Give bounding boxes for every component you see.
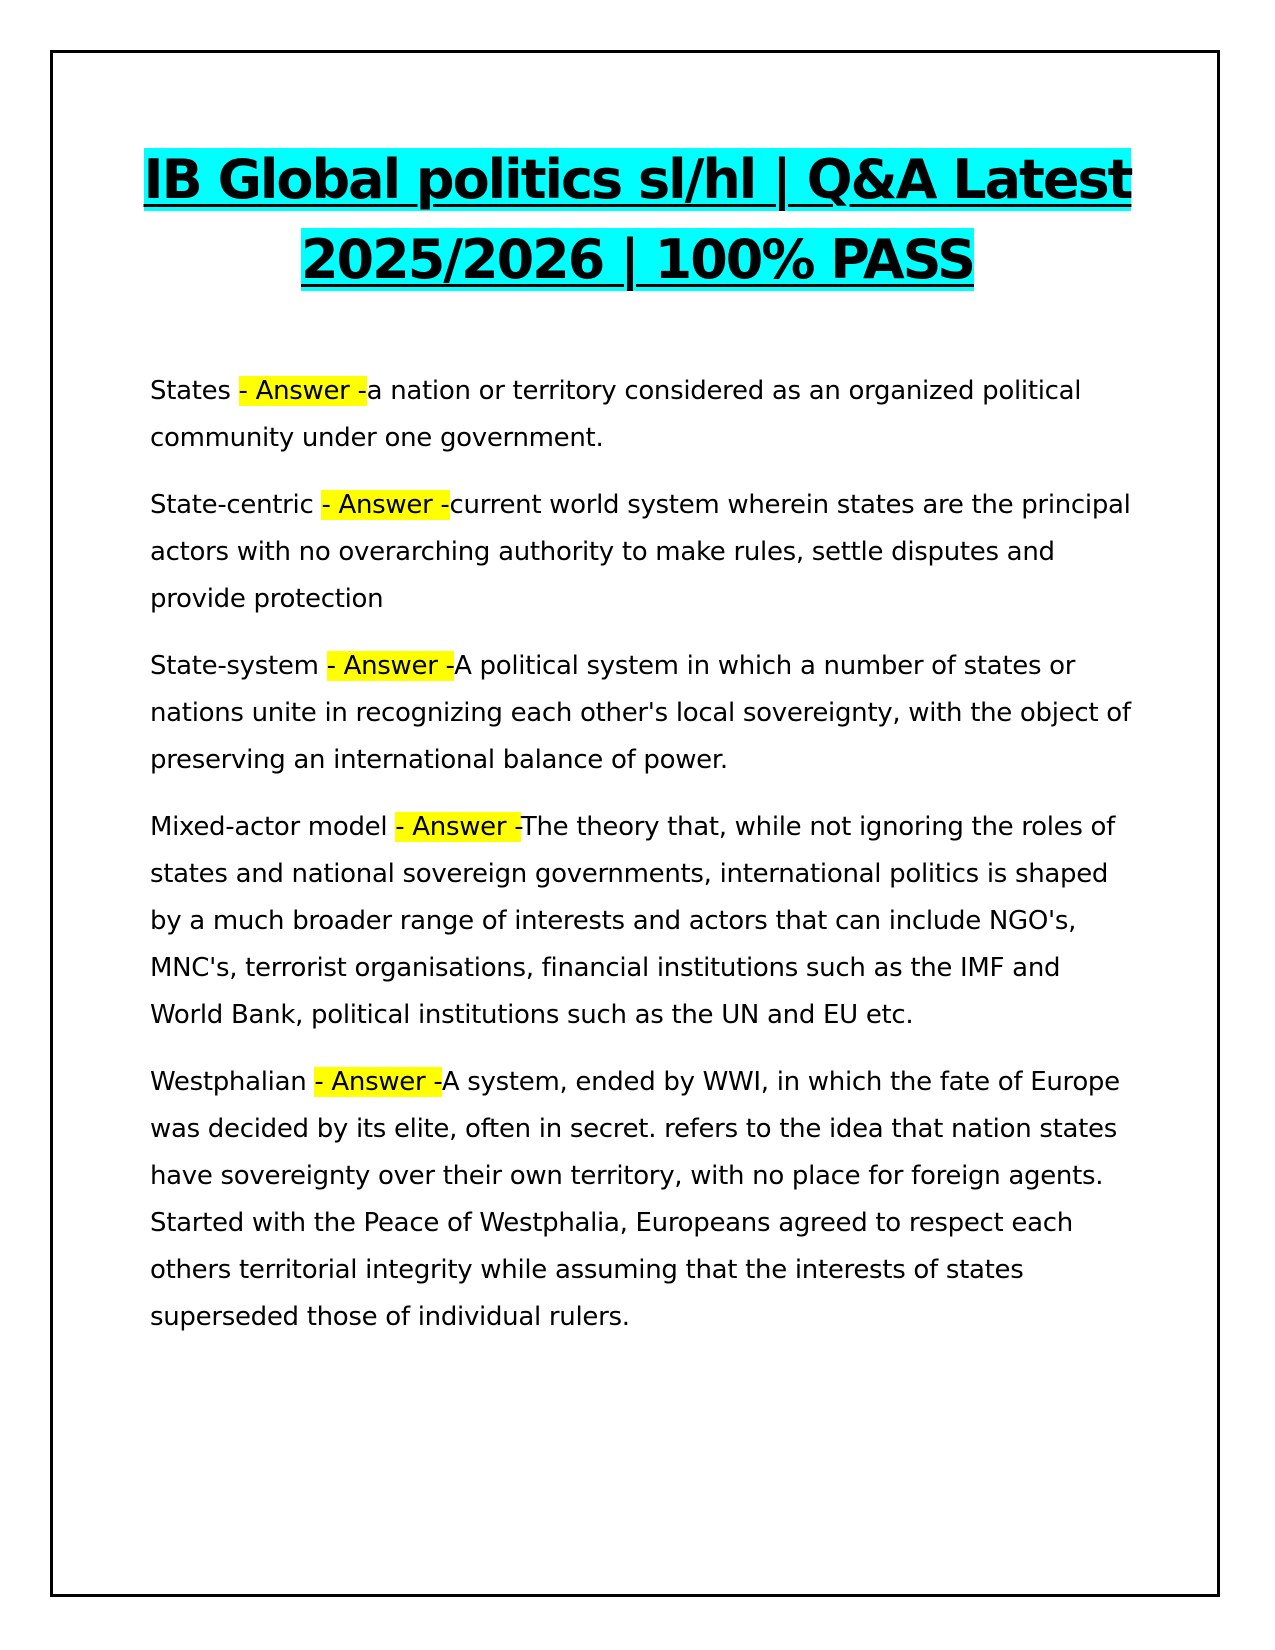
qa-list	[150, 368, 1140, 1361]
qa-definition: current world system wherein states are the principal actors with no overarching authority to make rules, settle disputes and provide protection	[150, 490, 1131, 614]
qa-item-states	[150, 368, 1140, 462]
qa-term: States	[150, 376, 239, 406]
qa-item-mixed-actor-model	[150, 804, 1140, 1039]
qa-term: State-centric	[150, 490, 322, 520]
answer-separator: - Answer -	[395, 812, 521, 842]
answer-separator: - Answer -	[238, 376, 367, 406]
qa-definition: A system, ended by WWI, in which the fate of Europe was decided by its elite, often in secret. refers to the idea that nation states have sovereignty over their own territory, with no place for foreign agents. Started with the Peace of Westphalia, Europeans agreed to respect each others territorial integrity while assuming that the interests of states superseded those of individual rulers.	[150, 1067, 1120, 1332]
qa-item-westphalian	[150, 1059, 1140, 1341]
title-line-2: 2025/2026 | 100% PASS	[300, 228, 975, 291]
title-line-1: IB Global politics sl/hl | Q&A Latest	[143, 148, 1132, 211]
answer-separator: - Answer -	[314, 1067, 442, 1097]
qa-definition: The theory that, while not ignoring the roles of states and national sovereign governments, international politics is shaped by a much broader range of interests and actors that can include NGO's, MNC's, terrorist organisations, financial institutions such as the IMF and World Bank, political institutions such as the UN and EU etc.	[150, 812, 1115, 1030]
answer-separator: - Answer -	[321, 490, 450, 520]
answer-separator: - Answer -	[326, 651, 455, 681]
document-title	[0, 140, 1275, 300]
qa-item-state-centric	[150, 482, 1140, 623]
qa-term: Westphalian	[150, 1067, 315, 1097]
qa-definition: a nation or territory considered as an organized political community under one government.	[150, 376, 1082, 453]
qa-term: State-system	[150, 651, 327, 681]
qa-definition: A political system in which a number of states or nations unite in recognizing each other's local sovereignty, with the object of preserving an international balance of power.	[150, 651, 1131, 775]
qa-item-state-system	[150, 643, 1140, 784]
qa-term: Mixed-actor model	[150, 812, 396, 842]
